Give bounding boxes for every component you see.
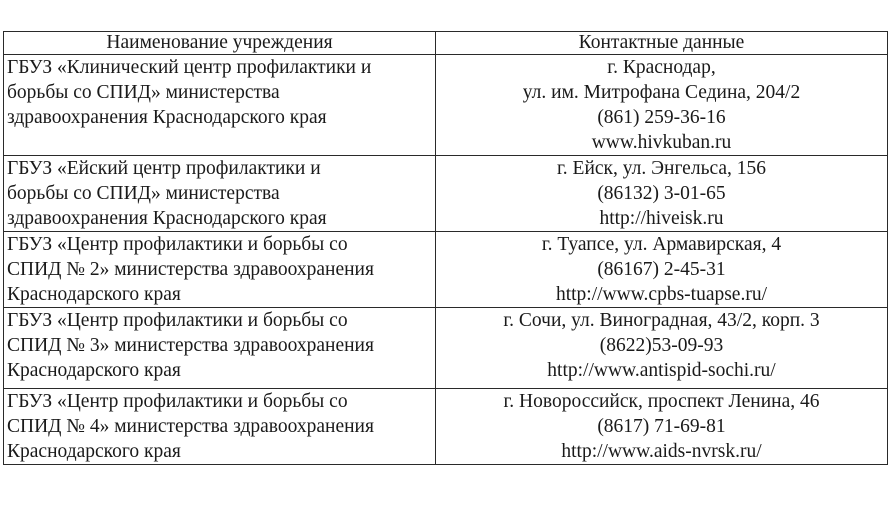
contacts-table: [3, 31, 888, 465]
header-row: [4, 32, 888, 55]
institution-name: ГБУЗ «Центр профилактики и борьбы со СПИД № 2» министерства здравоохранения Краснодарского края: [4, 232, 436, 308]
website: www.hivkuban.ru: [591, 132, 732, 153]
contact-details: [436, 55, 888, 156]
address: г. Ейск, ул. Энгельса, 156: [556, 158, 767, 179]
phone: (8617) 71-69-81: [597, 416, 726, 437]
website: http://www.antispid-sochi.ru/: [547, 360, 776, 381]
phone: (86167) 2-45-31: [597, 259, 726, 280]
table-row: [4, 55, 888, 156]
address: г. Новороссийск, проспект Ленина, 46: [503, 391, 820, 412]
phone: (86132) 3-01-65: [597, 183, 726, 204]
contact-details: [436, 389, 888, 465]
website: http://www.cpbs-tuapse.ru/: [555, 284, 768, 305]
table-row: [4, 156, 888, 232]
contact-details: [436, 156, 888, 232]
institution-name: ГБУЗ «Клинический центр профилактики и борьбы со СПИД» министерства здравоохранения Краснодарского края: [4, 55, 436, 156]
address: г. Краснодар,: [607, 57, 716, 78]
header-contact-details: Контактные данные: [436, 32, 888, 55]
table-row: [4, 232, 888, 308]
table-row: [4, 389, 888, 465]
phone: (8622)53-09-93: [599, 335, 724, 356]
institution-name: ГБУЗ «Центр профилактики и борьбы со СПИД № 4» министерства здравоохранения Краснодарского края: [4, 389, 436, 465]
website: http://www.aids-nvrsk.ru/: [561, 441, 762, 462]
address: г. Сочи, ул. Виноградная, 43/2, корп. 3: [503, 310, 820, 331]
phone: (861) 259-36-16: [597, 107, 726, 128]
table-row: [4, 308, 888, 389]
contact-details: [436, 232, 888, 308]
address: г. Туапсе, ул. Армавирская, 4: [541, 234, 782, 255]
institution-name: ГБУЗ «Центр профилактики и борьбы со СПИД № 3» министерства здравоохранения Краснодарского края: [4, 308, 436, 389]
institution-name: ГБУЗ «Ейский центр профилактики и борьбы со СПИД» министерства здравоохранения Краснодарского края: [4, 156, 436, 232]
table-header: [4, 32, 888, 55]
website: http://hiveisk.ru: [599, 208, 724, 229]
contact-details: [436, 308, 888, 389]
address-street: ул. им. Митрофана Седина, 204/2: [522, 82, 801, 103]
header-institution-name: Наименование учреждения: [4, 32, 436, 55]
